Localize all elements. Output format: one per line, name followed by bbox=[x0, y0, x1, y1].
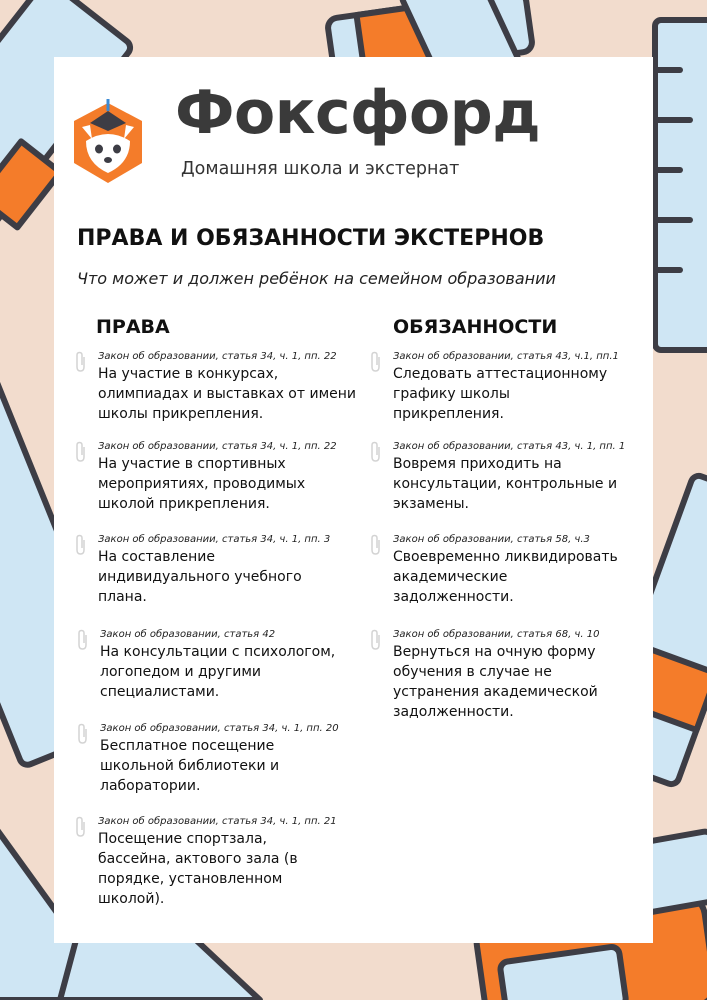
rights-item bbox=[100, 629, 360, 702]
paperclip-icon bbox=[74, 534, 88, 556]
paperclip-icon bbox=[76, 723, 90, 745]
right-text: Бесплатное посещение школьной библиотеки и лаборатории. bbox=[100, 738, 280, 794]
duties-item bbox=[393, 629, 653, 722]
info-card bbox=[54, 57, 653, 943]
law-reference: Закон об образовании, статья 34, ч. 1, пп. 22 bbox=[98, 351, 337, 362]
law-reference: Закон об образовании, статья 34, ч. 1, пп. 22 bbox=[98, 441, 337, 452]
brand-name: Фоксфорд bbox=[175, 78, 541, 148]
duties-title: ОБЯЗАННОСТИ bbox=[393, 316, 558, 338]
page-subtitle: Что может и должен ребёнок на семейном образовании bbox=[77, 269, 556, 288]
rights-item bbox=[100, 723, 360, 796]
right-text: На участие в конкурсах, олимпиадах и выставках от имени школы прикрепления. bbox=[98, 366, 357, 422]
page-title: ПРАВА И ОБЯЗАННОСТИ ЭКСТЕРНОВ bbox=[77, 226, 545, 251]
paperclip-icon bbox=[369, 629, 383, 651]
right-text: На участие в спортивных мероприятиях, проводимых школой прикрепления. bbox=[98, 456, 306, 512]
law-reference: Закон об образовании, статья 68, ч. 10 bbox=[393, 629, 600, 640]
brand-tagline: Домашняя школа и экстернат bbox=[181, 159, 460, 179]
rights-item bbox=[98, 441, 358, 514]
paperclip-icon bbox=[74, 441, 88, 463]
law-reference: Закон об образовании, статья 34, ч. 1, пп. 21 bbox=[98, 816, 337, 827]
right-text: Посещение спортзала, бассейна, актового зала (в порядке, установленном школой). bbox=[98, 831, 298, 907]
duties-item bbox=[393, 441, 653, 514]
right-text: На составление индивидуального учебного плана. bbox=[98, 549, 302, 605]
paperclip-icon bbox=[369, 441, 383, 463]
paperclip-icon bbox=[369, 534, 383, 556]
law-reference: Закон об образовании, статья 42 bbox=[100, 629, 276, 640]
rights-title: ПРАВА bbox=[96, 316, 170, 338]
law-reference: Закон об образовании, статья 58, ч.3 bbox=[393, 534, 590, 545]
law-reference: Закон об образовании, статья 34, ч. 1, пп. 3 bbox=[98, 534, 331, 545]
fox-logo-icon bbox=[72, 97, 144, 185]
law-reference: Закон об образовании, статья 34, ч. 1, пп. 20 bbox=[100, 723, 339, 734]
rights-item bbox=[98, 351, 358, 424]
law-reference: Закон об образовании, статья 43, ч.1, пп.1 bbox=[393, 351, 619, 362]
duty-text: Вернуться на очную форму обучения в случае не устранения академической задолженности. bbox=[393, 644, 598, 720]
rights-item bbox=[98, 816, 358, 909]
ruler-icon bbox=[655, 20, 707, 350]
paperclip-icon bbox=[74, 351, 88, 373]
paperclip-icon bbox=[76, 629, 90, 651]
right-text: На консультации с психологом, логопедом и другими специалистами. bbox=[100, 644, 336, 700]
rights-item bbox=[98, 534, 358, 607]
paperclip-icon bbox=[74, 816, 88, 838]
duties-item bbox=[393, 534, 653, 607]
law-reference: Закон об образовании, статья 43, ч. 1, пп. 1 bbox=[393, 441, 626, 452]
paperclip-icon bbox=[369, 351, 383, 373]
duty-text: Вовремя приходить на консультации, контрольные и экзамены. bbox=[393, 456, 618, 512]
duty-text: Своевременно ликвидировать академические задолженности. bbox=[393, 549, 618, 605]
duty-text: Следовать аттестационному графику школы прикрепления. bbox=[393, 366, 608, 422]
duties-item bbox=[393, 351, 653, 424]
